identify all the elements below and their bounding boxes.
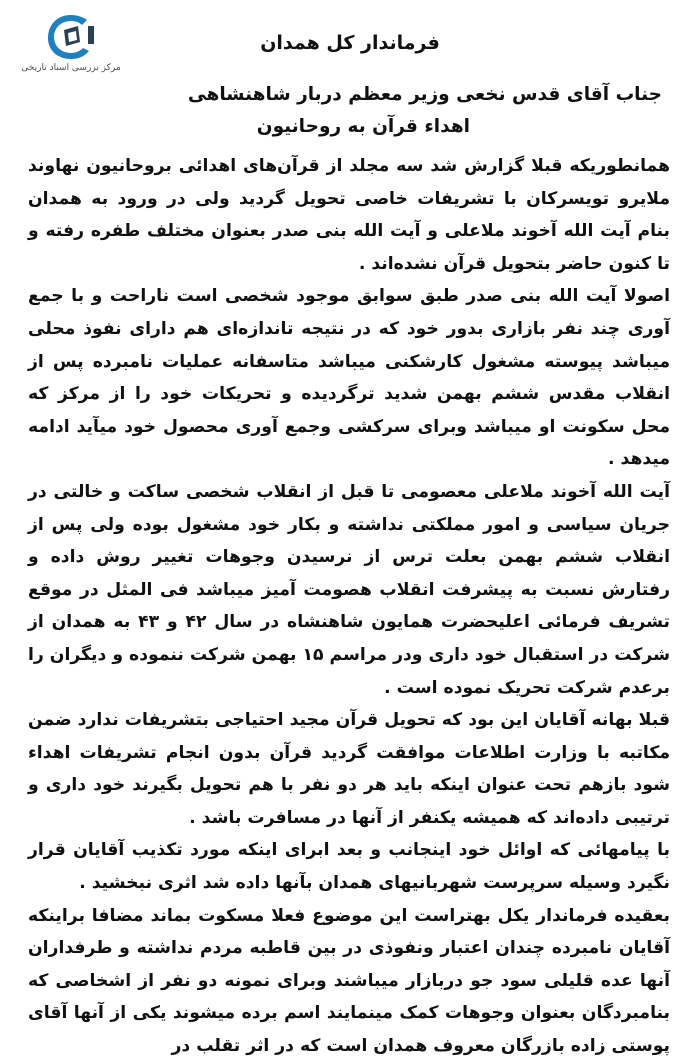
paragraph-1: همانطوریکه قبلا گزارش شد سه مجلد از قرآن‌های اهدائی بروحانیون نهاوند ملایرو تویسرکان با تشریفات خاصی تحویل گردید ولی در ورود به همدان بنام آیت الله آخوند ملاعلی و آیت الله بنی صدر بعنوان مختلف طفره رفته و تا کنون حاضر بتحویل قرآن نشده‌اند .: [28, 156, 670, 274]
paragraph-6: بعقیده فرماندار یکل بهتراست این موضوع فعلا مسکوت بماند مضافا براینکه آقایان نامبرده چندان اعتبار ونفوذی در بین قاطبه مردم نداشته و طرفداران آنها عده قلیلی سود جو دربازار میباشند وبرای نمونه دو نفر از اشخاصی که بنامبردگان بعنوان وجوهات کمک مینمایند اسم برده میشوند یکی از آنها آقای پوستی زاده بازرگان معروف همدان است که در اثر تقلب در: [28, 905, 670, 1057]
letter-body: [28, 150, 670, 1063]
addressee-line: جناب آقای قدس نخعی وزیر معظم دربار شاهنشاهی: [187, 84, 662, 105]
paragraph-4: قبلا بهانه آقایان این بود که تحویل قرآن مجید احتیاجی بتشریفات ندارد ضمن مکاتبه با وزارت اطلاعات موافقت گردید قرآن بدون انجام تشریفات اهداء شود بازهم تحت عنوان اینکه باید هر دو نفر با هم تحویل بگیرند خود داری و ترتیبی داده‌اند که همیشه یکنفر از آنها در مسافرت باشد .: [28, 710, 670, 828]
paragraph-2: اصولا آیت الله بنی صدر طبق سوابق موجود شخصی است ناراحت و با جمع آوری چند نفر بازاری بدور خود که در نتیجه تاندازه‌ای هم دارای نفوذ محلی میباشد پیوسته مشغول کارشکنی میباشد متاسفانه عملیات نامبرده پس از انقلاب مقدس ششم بهمن شدید ترگردیده و تحریکات خود را از مرکز که محل سکونت او میباشد وبرای سرکشی وجمع آوری محصول خود میآید ادامه میدهد .: [28, 286, 670, 470]
paragraph-5: با پیامهائی که اوائل خود اینجانب و بعد ابرای اینکه مورد تکذیب آقایان قرار نگیرد وسیله سرپرست شهربانیهای همدان بآنها داده شد اثری نبخشید .: [28, 840, 670, 894]
document-title: فرماندار کل همدان: [260, 32, 440, 54]
subject-line: اهداء قرآن به روحانیون: [256, 116, 470, 137]
paragraph-3: آیت الله آخوند ملاعلی معصومی تا قبل از انقلاب شخصی ساکت و خالتی در جریان سیاسی و امور مملکتی نداشته و بکار خود مشغول بوده ولی پس از انقلاب ششم بهمن بعلت ترس از نرسیدن وجوهات تغییر روش داده و رفتارش نسبت به پیشرفت انقلاب هصومت آمیز میباشد فی المثل در موقع تشریف فرمائی اعلیحضرت همایون شاهنشاه در سال ۴۲ و ۴۳ به همدان از شرکت در استقبال خود داری ودر مراسم ۱۵ بهمن شرکت ننموده و دیگران را برعدم شرکت تحریک نموده است .: [28, 481, 671, 698]
archive-logo-caption: مرکز بررسی اسناد تاریخی: [21, 63, 121, 73]
